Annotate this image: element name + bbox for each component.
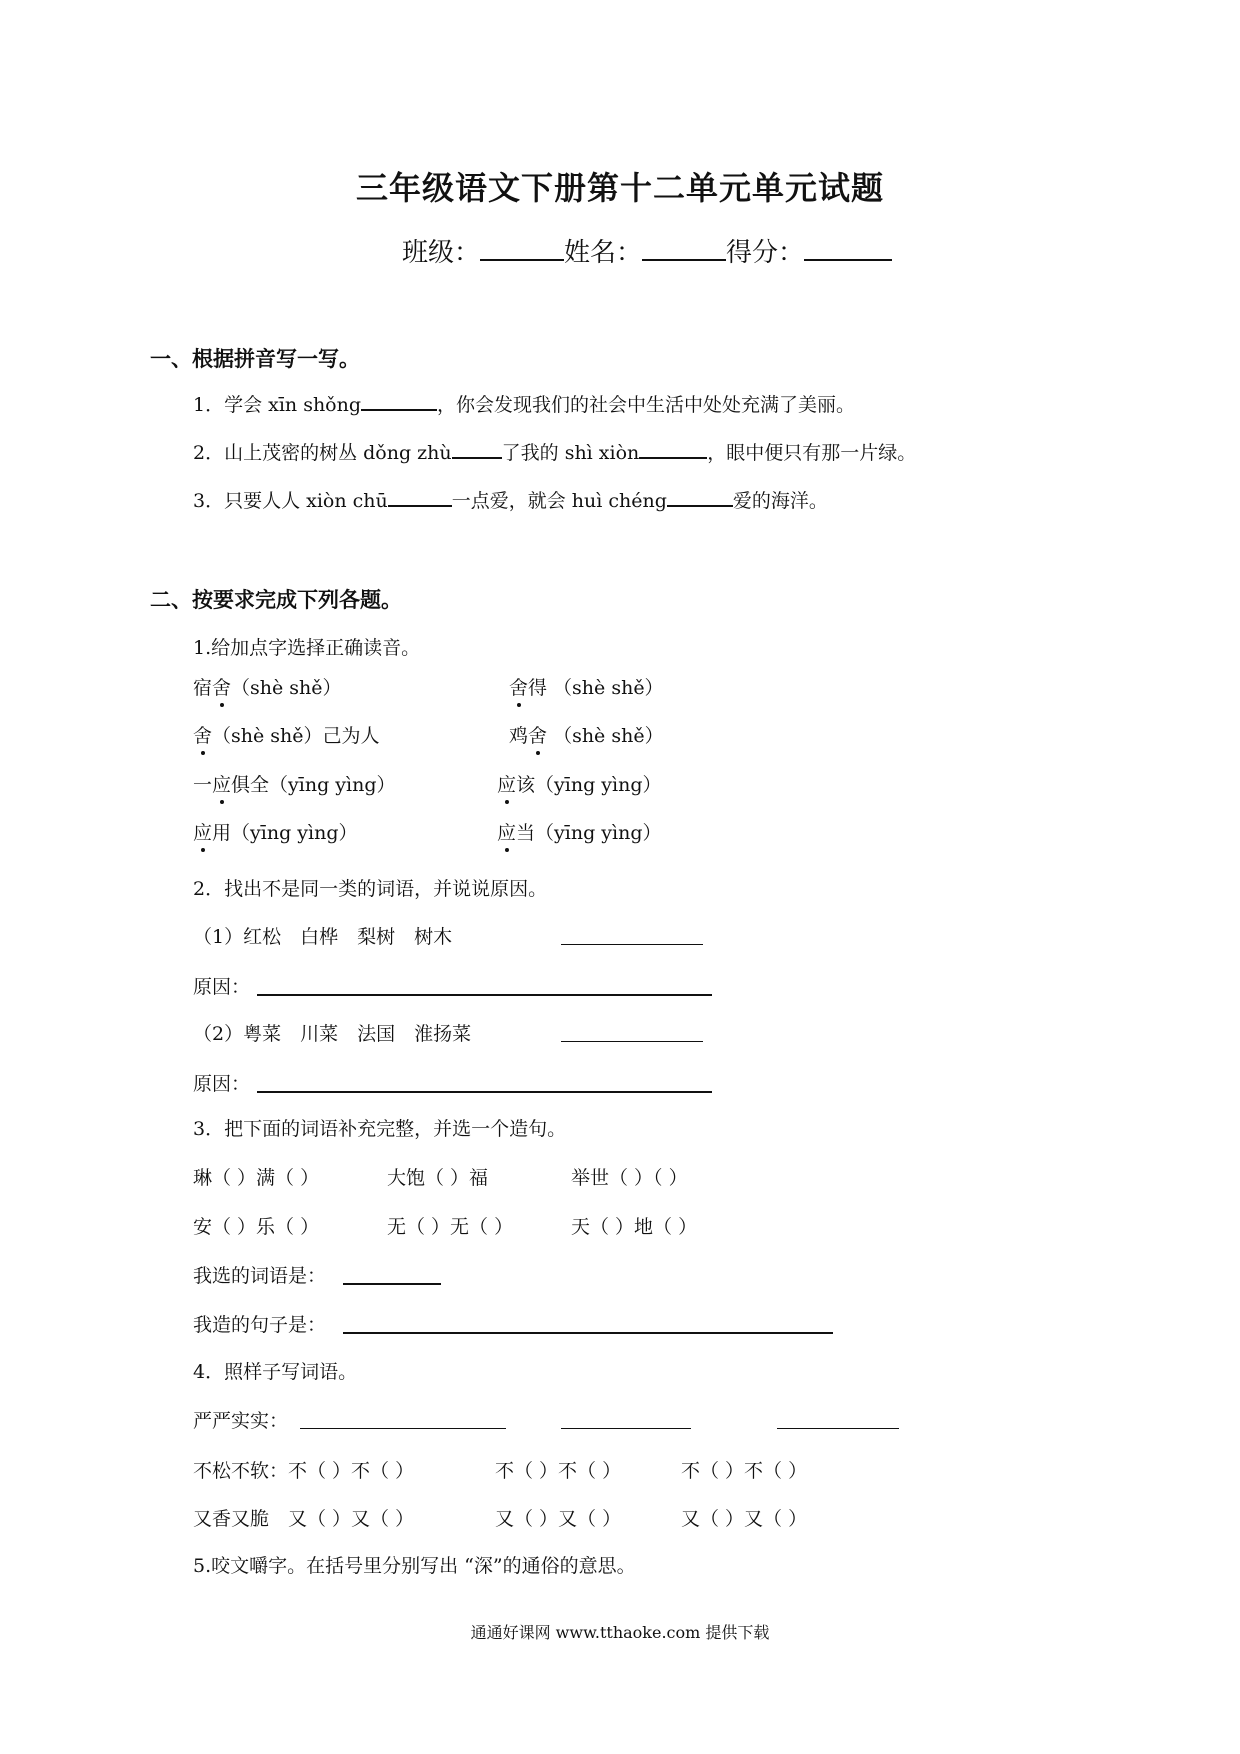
p1-r3-right-post: 该（yīng yìng） <box>516 774 662 796</box>
p1-r4-left-post: 用（yīng yìng） <box>212 822 358 844</box>
page-footer: 通通好课网 www.tthaoke.com 提供下载 <box>470 1623 770 1642</box>
s1-q3-text-c: 爱的海洋。 <box>732 490 828 512</box>
p1-r4-right-dotted: 应 <box>497 822 517 844</box>
section-2-heading: 二、按要求完成下列各题。 <box>150 587 402 612</box>
p2-reason-2-blank[interactable] <box>257 1069 712 1093</box>
p1-row-1-left <box>193 673 342 700</box>
p1-r3-left-post: 俱全（yīng yìng） <box>231 774 396 796</box>
p1-r3-left-dotted: 应 <box>212 774 232 796</box>
p4-r2-item-3: 不（ ）不（ ） <box>681 1460 808 1482</box>
s1-q2-blank-1[interactable] <box>452 438 502 459</box>
s1-q1-text-b: ，你会发现我们的社会中生活中处处充满了美丽。 <box>437 394 856 416</box>
p3-chosen-label: 我选的词语是： <box>193 1265 327 1287</box>
p1-r2-left-post: （shè shě）己为人 <box>212 725 380 747</box>
p1-r1-right-dotted: 舍 <box>509 677 529 699</box>
p4-ex1-blank-1[interactable] <box>300 1406 506 1429</box>
p1-row-1-right <box>509 673 664 700</box>
p3-r1-item-3: 举世（ ）（ ） <box>571 1167 688 1189</box>
s1-q3-blank-1[interactable] <box>388 486 452 507</box>
p2-g1-answer-blank[interactable] <box>561 922 703 945</box>
p4-r3-item-1: 又香又脆 又（ ）又（ ） <box>193 1508 415 1530</box>
p1-r2-right-dotted: 舍 <box>528 725 548 747</box>
p1-row-4-right <box>497 818 661 845</box>
p4-ex1-blank-2[interactable] <box>561 1406 691 1429</box>
p1-r2-right-post: （shè shě） <box>547 725 664 747</box>
s1-question-3 <box>193 486 828 513</box>
s1-question-2 <box>193 438 916 465</box>
p1-r2-right-pre: 鸡 <box>509 725 529 747</box>
s1-q3-text-a: 3．只要人人 xiòn chū <box>193 490 388 512</box>
p1-r1-left-post: （shè shě） <box>231 677 342 699</box>
student-info-line <box>402 232 892 269</box>
s1-q2-text-c: ，眼中便只有那一片绿。 <box>707 442 917 464</box>
name-label: 姓名： <box>564 238 643 268</box>
p1-r1-right-post: 得 （shè shě） <box>528 677 664 699</box>
p1-r1-left-pre: 宿 <box>193 677 213 699</box>
p5-title: 5.咬文嚼字。在括号里分别写出 “深”的通俗的意思。 <box>193 1555 636 1577</box>
s1-q2-blank-2[interactable] <box>639 438 707 459</box>
p4-title: 4．照样子写词语。 <box>193 1361 358 1383</box>
s1-q3-blank-2[interactable] <box>667 486 733 507</box>
p1-r1-left-dotted: 舍 <box>212 677 232 699</box>
p2-reason-2-label: 原因： <box>193 1073 251 1095</box>
p1-row-2-left <box>193 721 380 748</box>
p4-r3-item-2: 又（ ）又（ ） <box>495 1508 622 1530</box>
page-title: 三年级语文下册第十二单元单元试题 <box>355 169 884 207</box>
score-blank[interactable] <box>804 233 892 261</box>
p3-sentence-blank[interactable] <box>343 1310 833 1334</box>
s1-q1-text-a: 1．学会 xīn shǒng <box>193 394 362 416</box>
p1-r4-left-dotted: 应 <box>193 822 213 844</box>
p3-r2-item-1: 安（ ）乐（ ） <box>193 1216 320 1238</box>
p4-r2-item-2: 不（ ）不（ ） <box>495 1460 622 1482</box>
s1-q1-blank[interactable] <box>361 390 437 411</box>
p1-r4-right-post: 当（yīng yìng） <box>516 822 662 844</box>
p3-title: 3．把下面的词语补充完整，并选一个造句。 <box>193 1118 567 1140</box>
s1-q2-text-b: 了我的 shì xiòn <box>501 442 640 464</box>
p1-r3-left-pre: 一 <box>193 774 213 796</box>
p2-reason-1-label: 原因： <box>193 976 251 998</box>
p2-g2-answer-blank[interactable] <box>561 1019 703 1042</box>
name-blank[interactable] <box>642 233 726 261</box>
p4-r2-item-1: 不松不软：不（ ）不（ ） <box>193 1460 415 1482</box>
section-1-heading: 一、根据拼音写一写。 <box>150 346 360 371</box>
p3-chosen-blank[interactable] <box>343 1261 441 1285</box>
p3-r1-item-1: 琳（ ）满（ ） <box>193 1167 320 1189</box>
p1-r2-left-dotted: 舍 <box>193 725 213 747</box>
p3-r2-item-2: 无（ ）无（ ） <box>387 1216 514 1238</box>
p1-title: 1.给加点字选择正确读音。 <box>193 637 421 659</box>
p1-r3-right-dotted: 应 <box>497 774 517 796</box>
class-label: 班级： <box>402 238 481 268</box>
p3-sentence-label: 我造的句子是： <box>193 1314 327 1336</box>
score-label: 得分： <box>726 238 805 268</box>
p1-row-4-left <box>193 818 357 845</box>
p4-r3-item-3: 又（ ）又（ ） <box>681 1508 808 1530</box>
p1-row-3-left <box>193 770 396 797</box>
s1-q2-text-a: 2．山上茂密的树丛 dǒng zhù <box>193 442 452 464</box>
p3-r1-item-2: 大饱（ ）福 <box>387 1167 489 1189</box>
p2-group-2: （2）粤菜 川菜 法国 淮扬菜 <box>193 1023 472 1045</box>
s1-question-1 <box>193 390 855 417</box>
p2-title: 2．找出不是同一类的词语，并说说原因。 <box>193 878 548 900</box>
p2-reason-1-blank[interactable] <box>257 972 712 996</box>
p1-row-3-right <box>497 770 661 797</box>
class-blank[interactable] <box>480 233 564 261</box>
p2-group-1: （1）红松 白桦 梨树 树木 <box>193 926 453 948</box>
p4-example-1: 严严实实： <box>193 1410 289 1432</box>
p3-r2-item-3: 天（ ）地（ ） <box>571 1216 698 1238</box>
s1-q3-text-b: 一点爱，就会 huì chéng <box>451 490 667 512</box>
p1-row-2-right <box>509 721 664 748</box>
p4-ex1-blank-3[interactable] <box>777 1406 899 1429</box>
